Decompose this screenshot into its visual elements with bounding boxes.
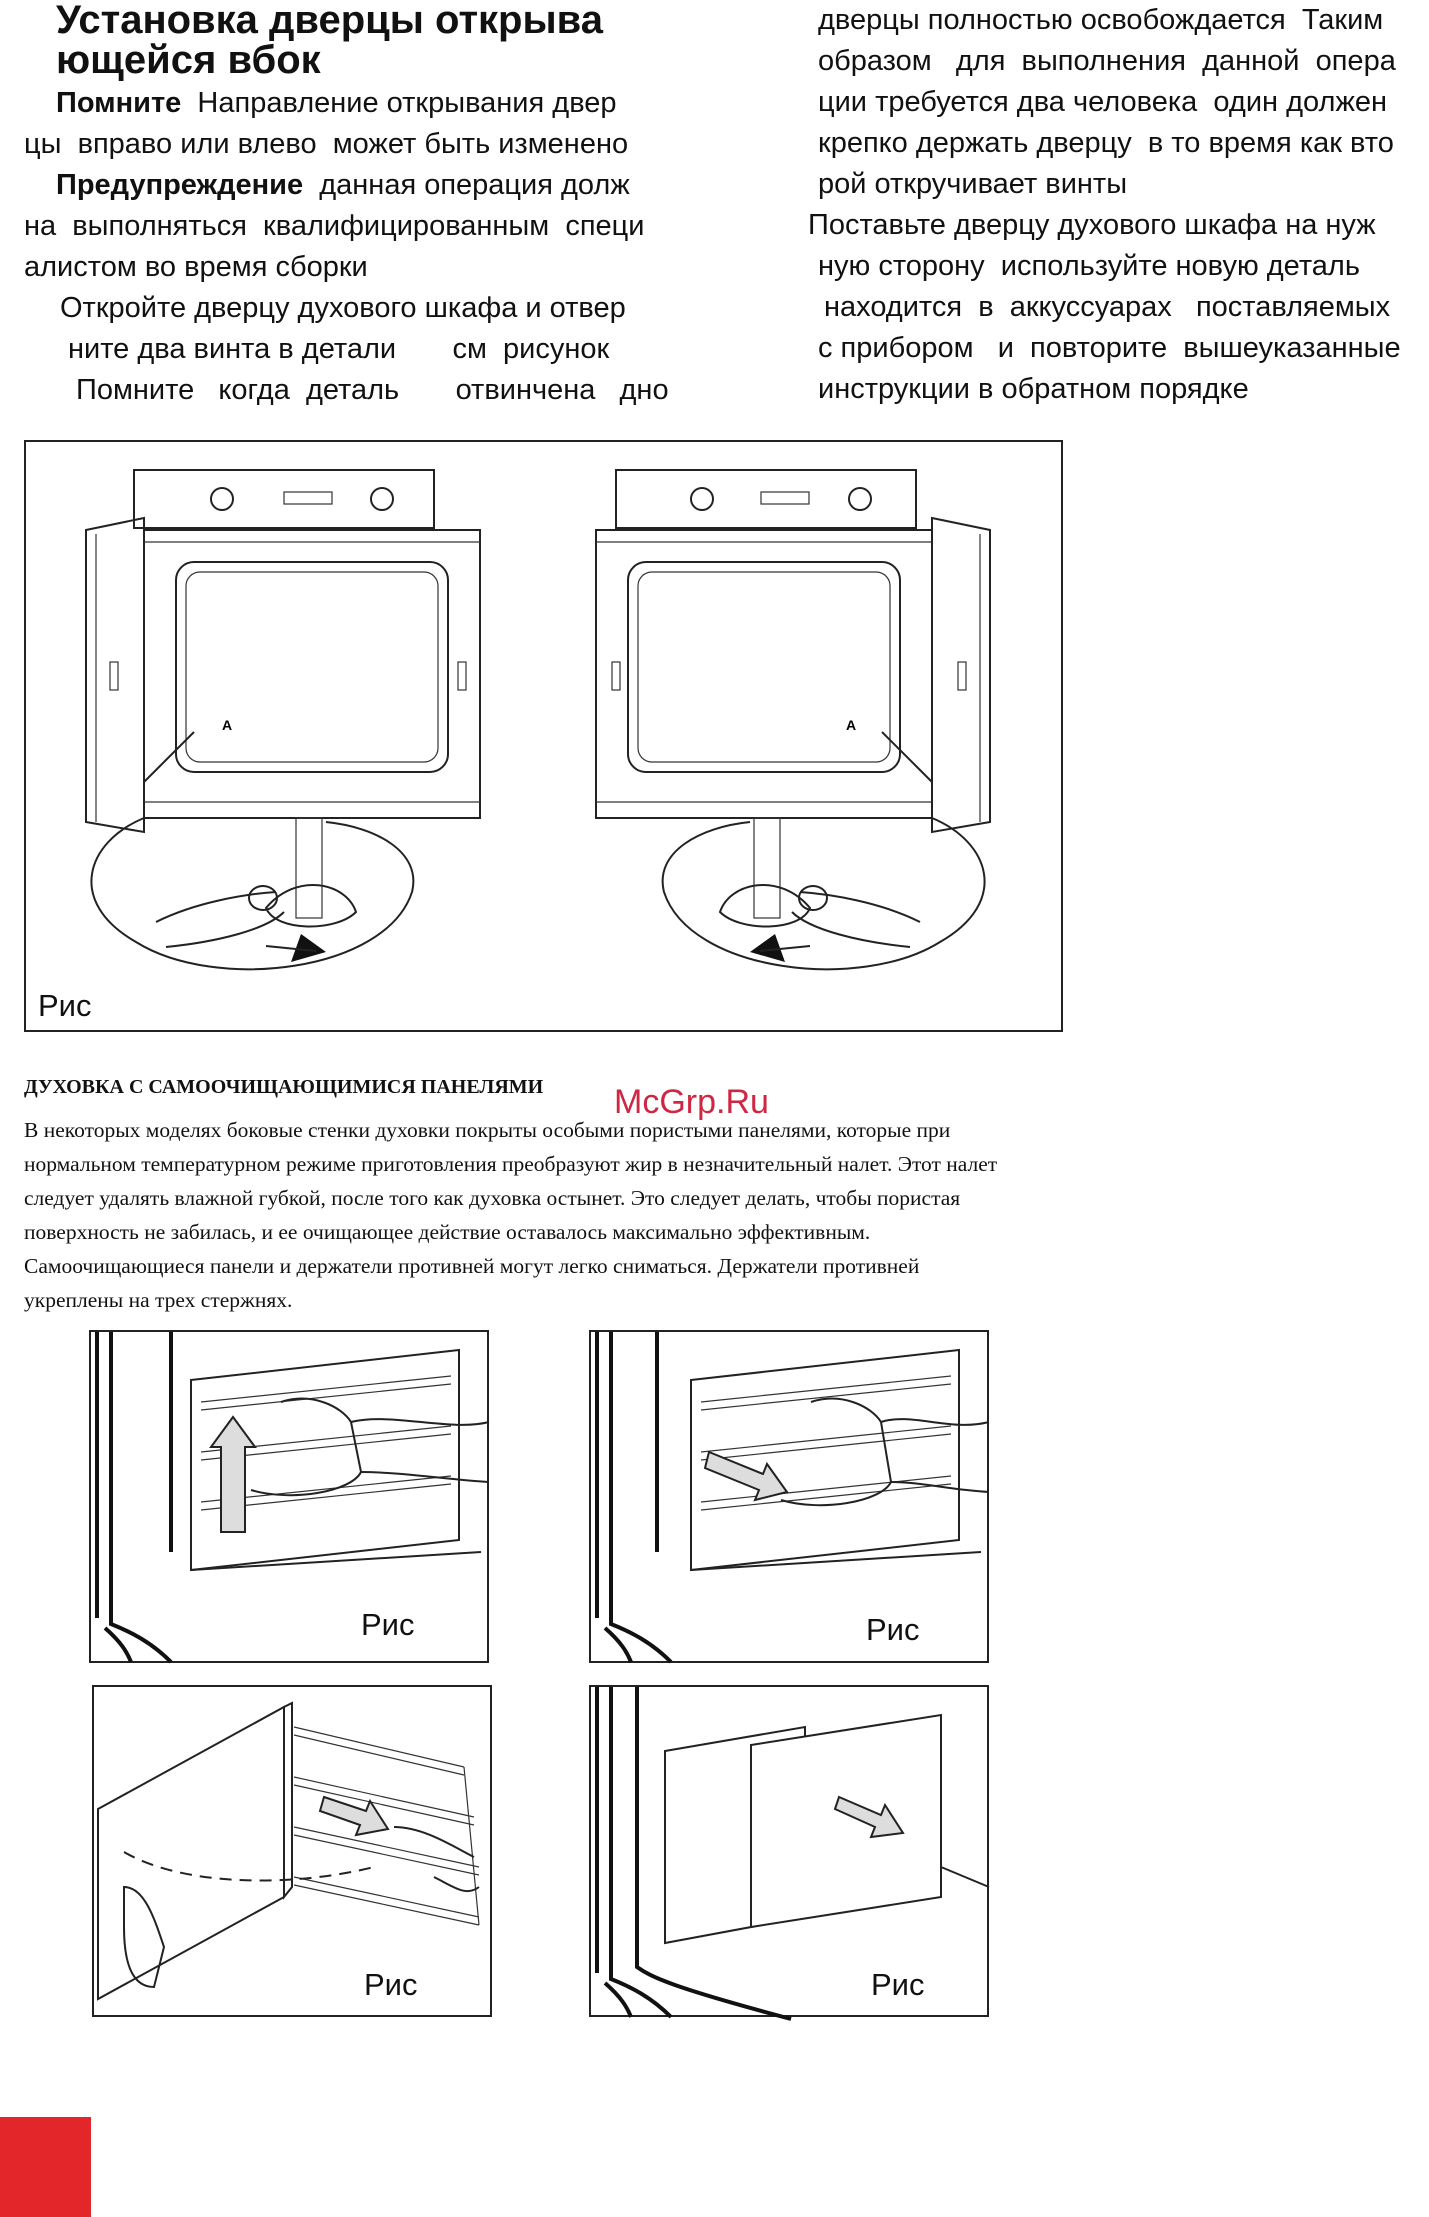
label-a-left: A [222,717,233,733]
right-line-7: ную сторону используйте новую деталь [818,250,1360,282]
left-oven-illustration [86,470,480,969]
panel-figure-4-caption: Рис [871,1967,925,2002]
watermark: McGrp.Ru [614,1083,769,1121]
panel-figure-1-caption: Рис [361,1607,415,1642]
paragraph-line-1: В некоторых моделях боковые стенки духовки покрыты особыми пористыми панелями, которые при [24,1118,951,1142]
door-figure-drawing [26,442,1065,1034]
right-line-2: образом для выполнения данной опера [818,45,1396,77]
warning-text: данная операция долж [303,169,630,201]
panel-figure-1 [89,1330,489,1663]
left-line-4: на выполняться квалифицированным специ [24,210,645,242]
left-line-8: Помните когда деталь отвинчена дно [76,374,669,406]
label-a-right: A [846,717,857,733]
right-line-4: крепко держать дверцу в то время как вто [818,127,1394,159]
self-cleaning-heading: ДУХОВКА С САМООЧИЩАЮЩИМИСЯ ПАНЕЛЯМИ [24,1076,544,1098]
left-line-7: ните два винта в детали см рисунок [68,333,610,365]
right-oven-illustration [596,470,990,969]
right-line-9: с прибором и повторите вышеуказанные [818,332,1401,364]
panel-figure-3-drawing [94,1687,494,2019]
heading-line-2: ющейся вбок [56,38,321,82]
heading-line-1: Установка дверцы открыва [56,0,603,42]
warning-label: Предупреждение [56,169,304,201]
section-heading [56,0,603,80]
panel-figure-4 [589,1685,989,2017]
panel-figure-3-caption: Рис [364,1967,418,2002]
right-line-5: рой откручивает винты [818,168,1128,200]
paragraph-line-5: Самоочищающиеся панели и держатели противней могут легко сниматься. Держатели противней [24,1254,920,1278]
paragraph-line-6: укреплены на трех стержнях. [24,1288,293,1312]
right-line-1: дверцы полностью освобождается Таким [818,4,1384,36]
door-figure [24,440,1063,1032]
panel-figure-2-caption: Рис [866,1612,920,1647]
right-line-8: находится в аккуссуарах поставляемых [824,291,1391,323]
paragraph-line-3: следует удалять влажной губкой, после того как духовка остынет. Это следует делать, чтобы пористая [24,1186,961,1210]
panel-figure-2-drawing [591,1332,991,1665]
panel-figure-3 [92,1685,492,2017]
left-line-6: Откройте дверцу духового шкафа и отвер [60,292,626,324]
figure-caption: Рис [38,988,92,1023]
left-line-5: алистом во время сборки [24,251,368,283]
panel-figure-4-drawing [591,1687,991,2019]
right-line-10: инструкции в обратном порядке [818,373,1249,405]
left-line-2: цы вправо или влево может быть изменено [24,128,629,160]
right-line-6: Поставьте дверцу духового шкафа на нуж [808,209,1376,241]
panel-figure-2 [589,1330,989,1663]
right-line-3: ции требуется два человека один должен [818,86,1387,118]
paragraph-line-4: поверхность не забилась, и ее очищающее действие оставалось максимально эффективным. [24,1220,871,1244]
note-label: Помните [56,87,182,119]
paragraph-line-2: нормальном температурном режиме приготовления преобразуют жир в незначительный налет. Этот налет [24,1152,998,1176]
panel-figure-1-drawing [91,1332,491,1665]
page-marker [0,2117,91,2217]
note-line [56,83,617,124]
note-text: Направление открывания двер [181,87,617,119]
warning-line [56,165,630,206]
